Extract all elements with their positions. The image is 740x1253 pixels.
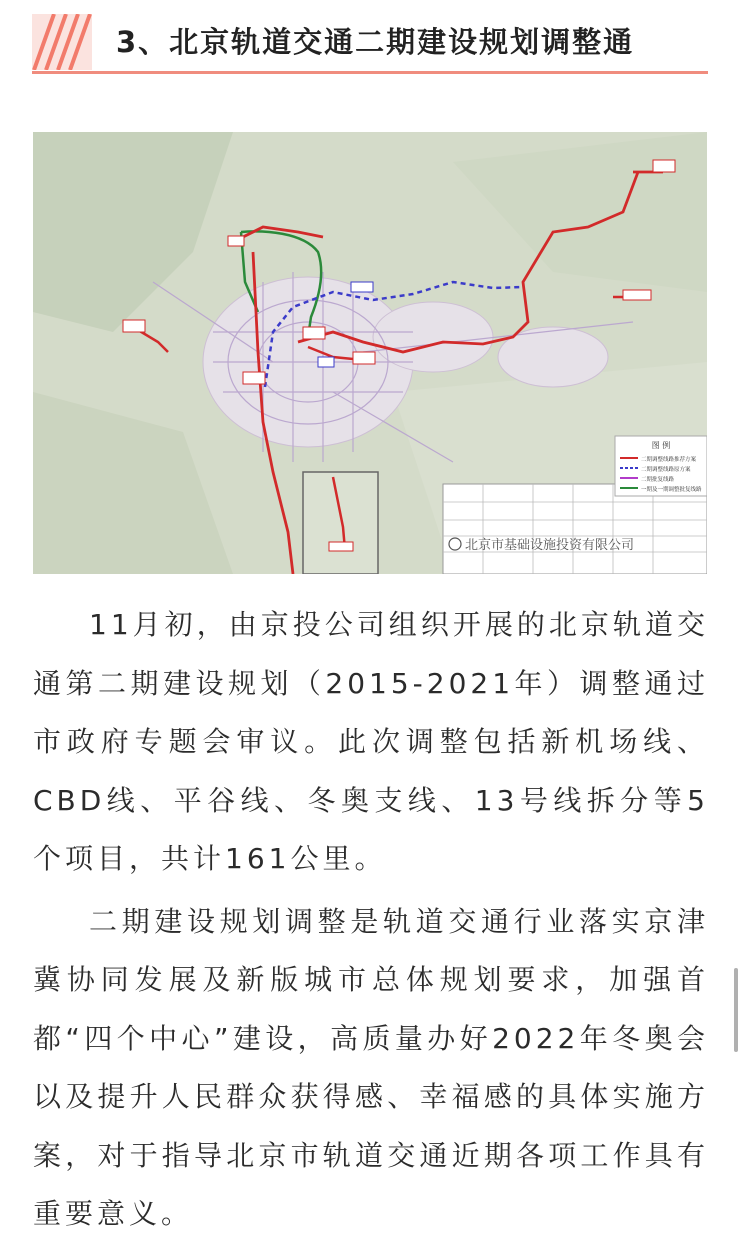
stripe-decoration-icon bbox=[32, 14, 92, 70]
rail-plan-map[interactable] bbox=[33, 132, 707, 574]
map-graphic bbox=[33, 132, 707, 574]
legend-label-3: 二期批复线路 bbox=[641, 477, 675, 483]
paragraph-1: 11月初，由京投公司组织开展的北京轨道交通第二期建设规划（2015-2021年）调整通过市政府专题会审议。此次调整包括新机场线、CBD线、平谷线、冬奥支线、13号线拆分等5个项目，共计161公里。 bbox=[33, 608, 709, 875]
article-body bbox=[33, 596, 709, 1248]
header-divider bbox=[32, 71, 708, 74]
legend-label-4: 一期及一期调整批复线路 bbox=[641, 487, 702, 493]
section-title: 3、北京轨道交通二期建设规划调整通 bbox=[116, 25, 635, 59]
map-legend bbox=[615, 436, 707, 496]
scrollbar[interactable] bbox=[734, 968, 738, 1052]
paragraph-2: 二期建设规划调整是轨道交通行业落实京津冀协同发展及新版城市总体规划要求，加强首都“四个中心”建设，高质量办好2022年冬奥会以及提升人民群众获得感、幸福感的具体实施方案，对于指导北京市轨道交通近期各项工作具有重要意义。 bbox=[33, 904, 709, 1230]
legend-label-2: 二期调整线路原方案 bbox=[641, 467, 691, 473]
watermark bbox=[449, 537, 634, 553]
section-header bbox=[32, 14, 708, 74]
legend-title: 图 例 bbox=[651, 441, 671, 450]
legend-label-1: 二期调整线路推荐方案 bbox=[641, 457, 697, 463]
inset-map bbox=[303, 472, 378, 574]
map-table bbox=[443, 484, 707, 574]
watermark-text: 北京市基础设施投资有限公司 bbox=[465, 538, 635, 553]
